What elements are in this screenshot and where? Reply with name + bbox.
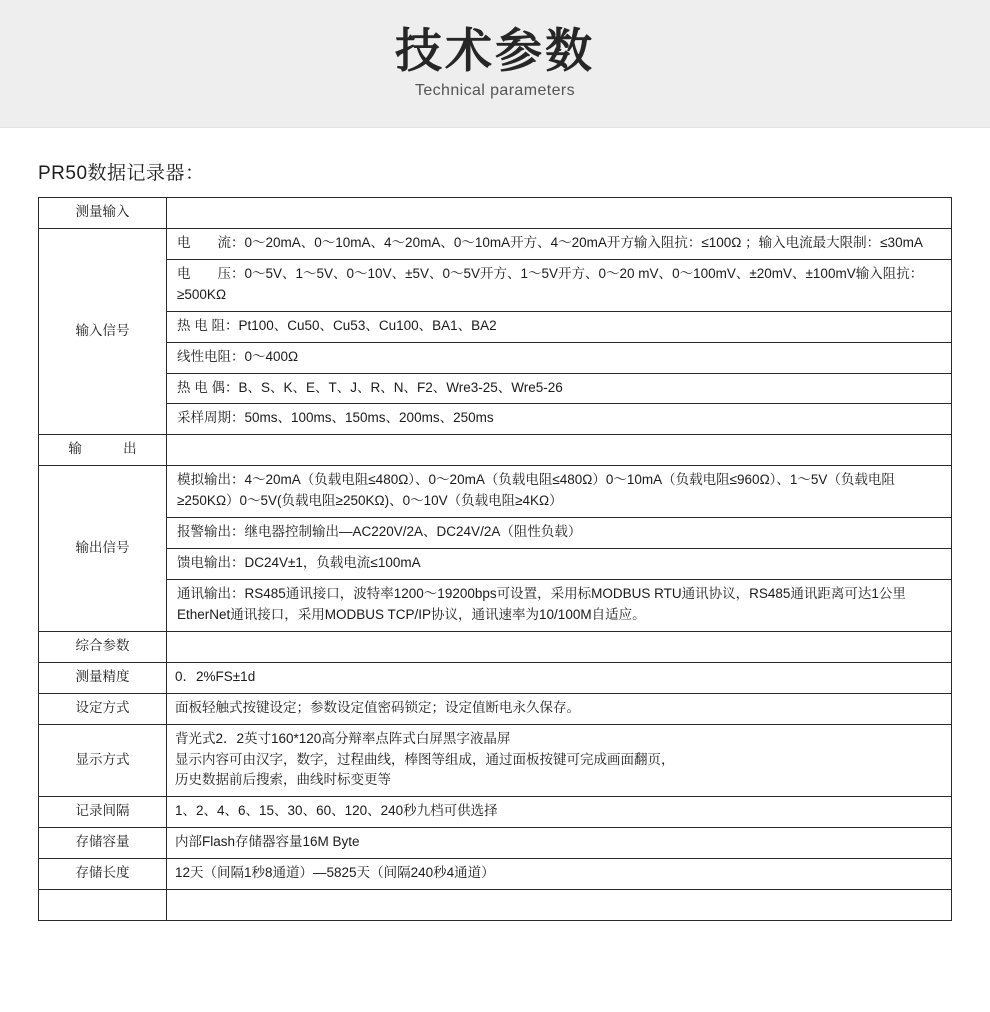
value-cell	[167, 466, 951, 517]
table-row	[39, 693, 952, 724]
value-subrow	[167, 404, 951, 434]
row-label: 输 出	[39, 435, 167, 466]
banner-title: 技术参数	[395, 23, 595, 79]
row-value	[167, 435, 952, 466]
value-line: 热 电 偶：B、S、K、E、T、J、R、N、F2、Wre3-25、Wre5-26	[177, 379, 563, 395]
row-label: 输出信号	[39, 466, 167, 632]
table-row	[39, 662, 952, 693]
value-line: 0～100mV、±20mV、±100mV	[672, 265, 856, 281]
value-line: 采样周期：50ms、100ms、150ms、200ms、250ms	[177, 410, 494, 426]
value-line: 0．2%FS±1d	[175, 668, 256, 684]
row-value	[167, 859, 952, 890]
value-line: 0～10mA（负载电阻≤960Ω）、1～5V（负载电阻≥250KΩ）	[177, 472, 895, 509]
row-label: 显示方式	[39, 724, 167, 797]
value-cell	[167, 518, 951, 549]
value-line: 背光式2．2英寸160*120高分辩率点阵式白屏黑字液晶屏	[175, 730, 511, 746]
value-subrow	[167, 579, 951, 630]
value-cell	[167, 311, 951, 342]
table-row	[39, 859, 952, 890]
value-line: 1、2、4、6、15、30、60、120、240秒九档可供选择	[175, 803, 498, 819]
value-cell	[167, 579, 951, 630]
page-title: PR50数据记录器：	[38, 163, 205, 184]
value-line: 面板轻触式按键设定；参数设定值密码锁定；设定值断电永久保存。	[175, 699, 580, 715]
row-value	[167, 228, 952, 434]
value-line: 通讯协议，RS485通讯距离可达1公里	[681, 585, 906, 601]
row-value-group	[167, 229, 951, 434]
value-subrow	[167, 342, 951, 373]
specification-table	[38, 197, 952, 921]
row-value	[167, 890, 952, 921]
table-row	[39, 828, 952, 859]
value-line: 输入阻抗：≥500KΩ	[177, 265, 924, 302]
row-value	[167, 693, 952, 724]
table-row	[39, 198, 952, 229]
value-line: 内部Flash存储器容量16M Byte	[175, 834, 360, 850]
spec-table-wrapper	[0, 197, 990, 941]
value-line: 电 压：0～5V、1～5V、0～10V、±5V、0～5V开方、1～5V开方、0～20 mV、	[177, 265, 673, 281]
table-row	[39, 228, 952, 434]
value-subrow	[167, 229, 951, 259]
value-cell	[167, 404, 951, 434]
value-subrow	[167, 311, 951, 342]
row-label: 输入信号	[39, 228, 167, 434]
value-cell	[167, 259, 951, 311]
table-row	[39, 890, 952, 921]
row-value-group	[167, 466, 951, 631]
row-value	[167, 724, 952, 797]
value-line: 馈电输出：DC24V±1，负载电流≤100mA	[177, 555, 421, 571]
row-label: 测量输入	[39, 198, 167, 229]
row-label: 记录间隔	[39, 797, 167, 828]
table-row	[39, 435, 952, 466]
value-line: 输入阻抗：≤100Ω ；输入电流最大限制：≤30mA	[633, 234, 923, 250]
row-value	[167, 662, 952, 693]
row-label: 综合参数	[39, 631, 167, 662]
value-cell	[167, 342, 951, 373]
value-subrow	[167, 466, 951, 517]
value-line: 模拟输出：4～20mA（负载电阻≤480Ω）、0～20mA（负载电阻≤480Ω）	[177, 472, 606, 488]
banner-subtitle: Technical parameters	[414, 82, 576, 100]
value-subrow	[167, 549, 951, 580]
page-banner	[0, 0, 990, 128]
value-line: 12天（间隔1秒8通道）—5825天（间隔240秒4通道）	[175, 865, 495, 881]
value-line: 电 流：0～20mA、0～10mA、4～20mA、0～10mA开方、4～20mA开方	[177, 234, 634, 250]
table-row	[39, 631, 952, 662]
value-line: 线性电阻：0～400Ω	[177, 348, 299, 364]
value-subrow	[167, 259, 951, 311]
value-line: 显示内容可由汉字，数字，过程曲线，棒图等组成，通过面板按键可完成画面翻页，	[175, 751, 675, 767]
row-value	[167, 198, 952, 229]
value-subrow	[167, 373, 951, 404]
table-row	[39, 724, 952, 797]
row-value	[167, 797, 952, 828]
value-line: 热 电 阻：Pt100、Cu50、Cu53、Cu100、BA1、BA2	[177, 317, 497, 333]
value-line: 0～5V(负载电阻≥250KΩ)、0～10V（负载电阻≥4KΩ）	[239, 493, 563, 509]
row-value	[167, 466, 952, 632]
row-label: 存储容量	[39, 828, 167, 859]
row-label: 设定方式	[39, 693, 167, 724]
value-line: EtherNet通讯接口，采用MODBUS TCP/IP协议，通讯速率为10/100M自适应。	[177, 606, 646, 622]
value-line: 通讯输出：RS485通讯接口，波特率1200～19200bps可设置，采用标MODBUS RTU	[177, 585, 682, 601]
table-row	[39, 797, 952, 828]
row-label	[39, 890, 167, 921]
value-line: 历史数据前后搜索，曲线时标变更等	[175, 772, 391, 788]
value-cell	[167, 549, 951, 580]
value-line: 报警输出：继电器控制输出—AC220V/2A、DC24V/2A（阻性负载）	[177, 524, 582, 540]
value-subrow	[167, 518, 951, 549]
value-cell	[167, 229, 951, 259]
row-value	[167, 828, 952, 859]
row-label: 测量精度	[39, 662, 167, 693]
value-cell	[167, 373, 951, 404]
row-label: 存储长度	[39, 859, 167, 890]
row-value	[167, 631, 952, 662]
table-row	[39, 466, 952, 632]
